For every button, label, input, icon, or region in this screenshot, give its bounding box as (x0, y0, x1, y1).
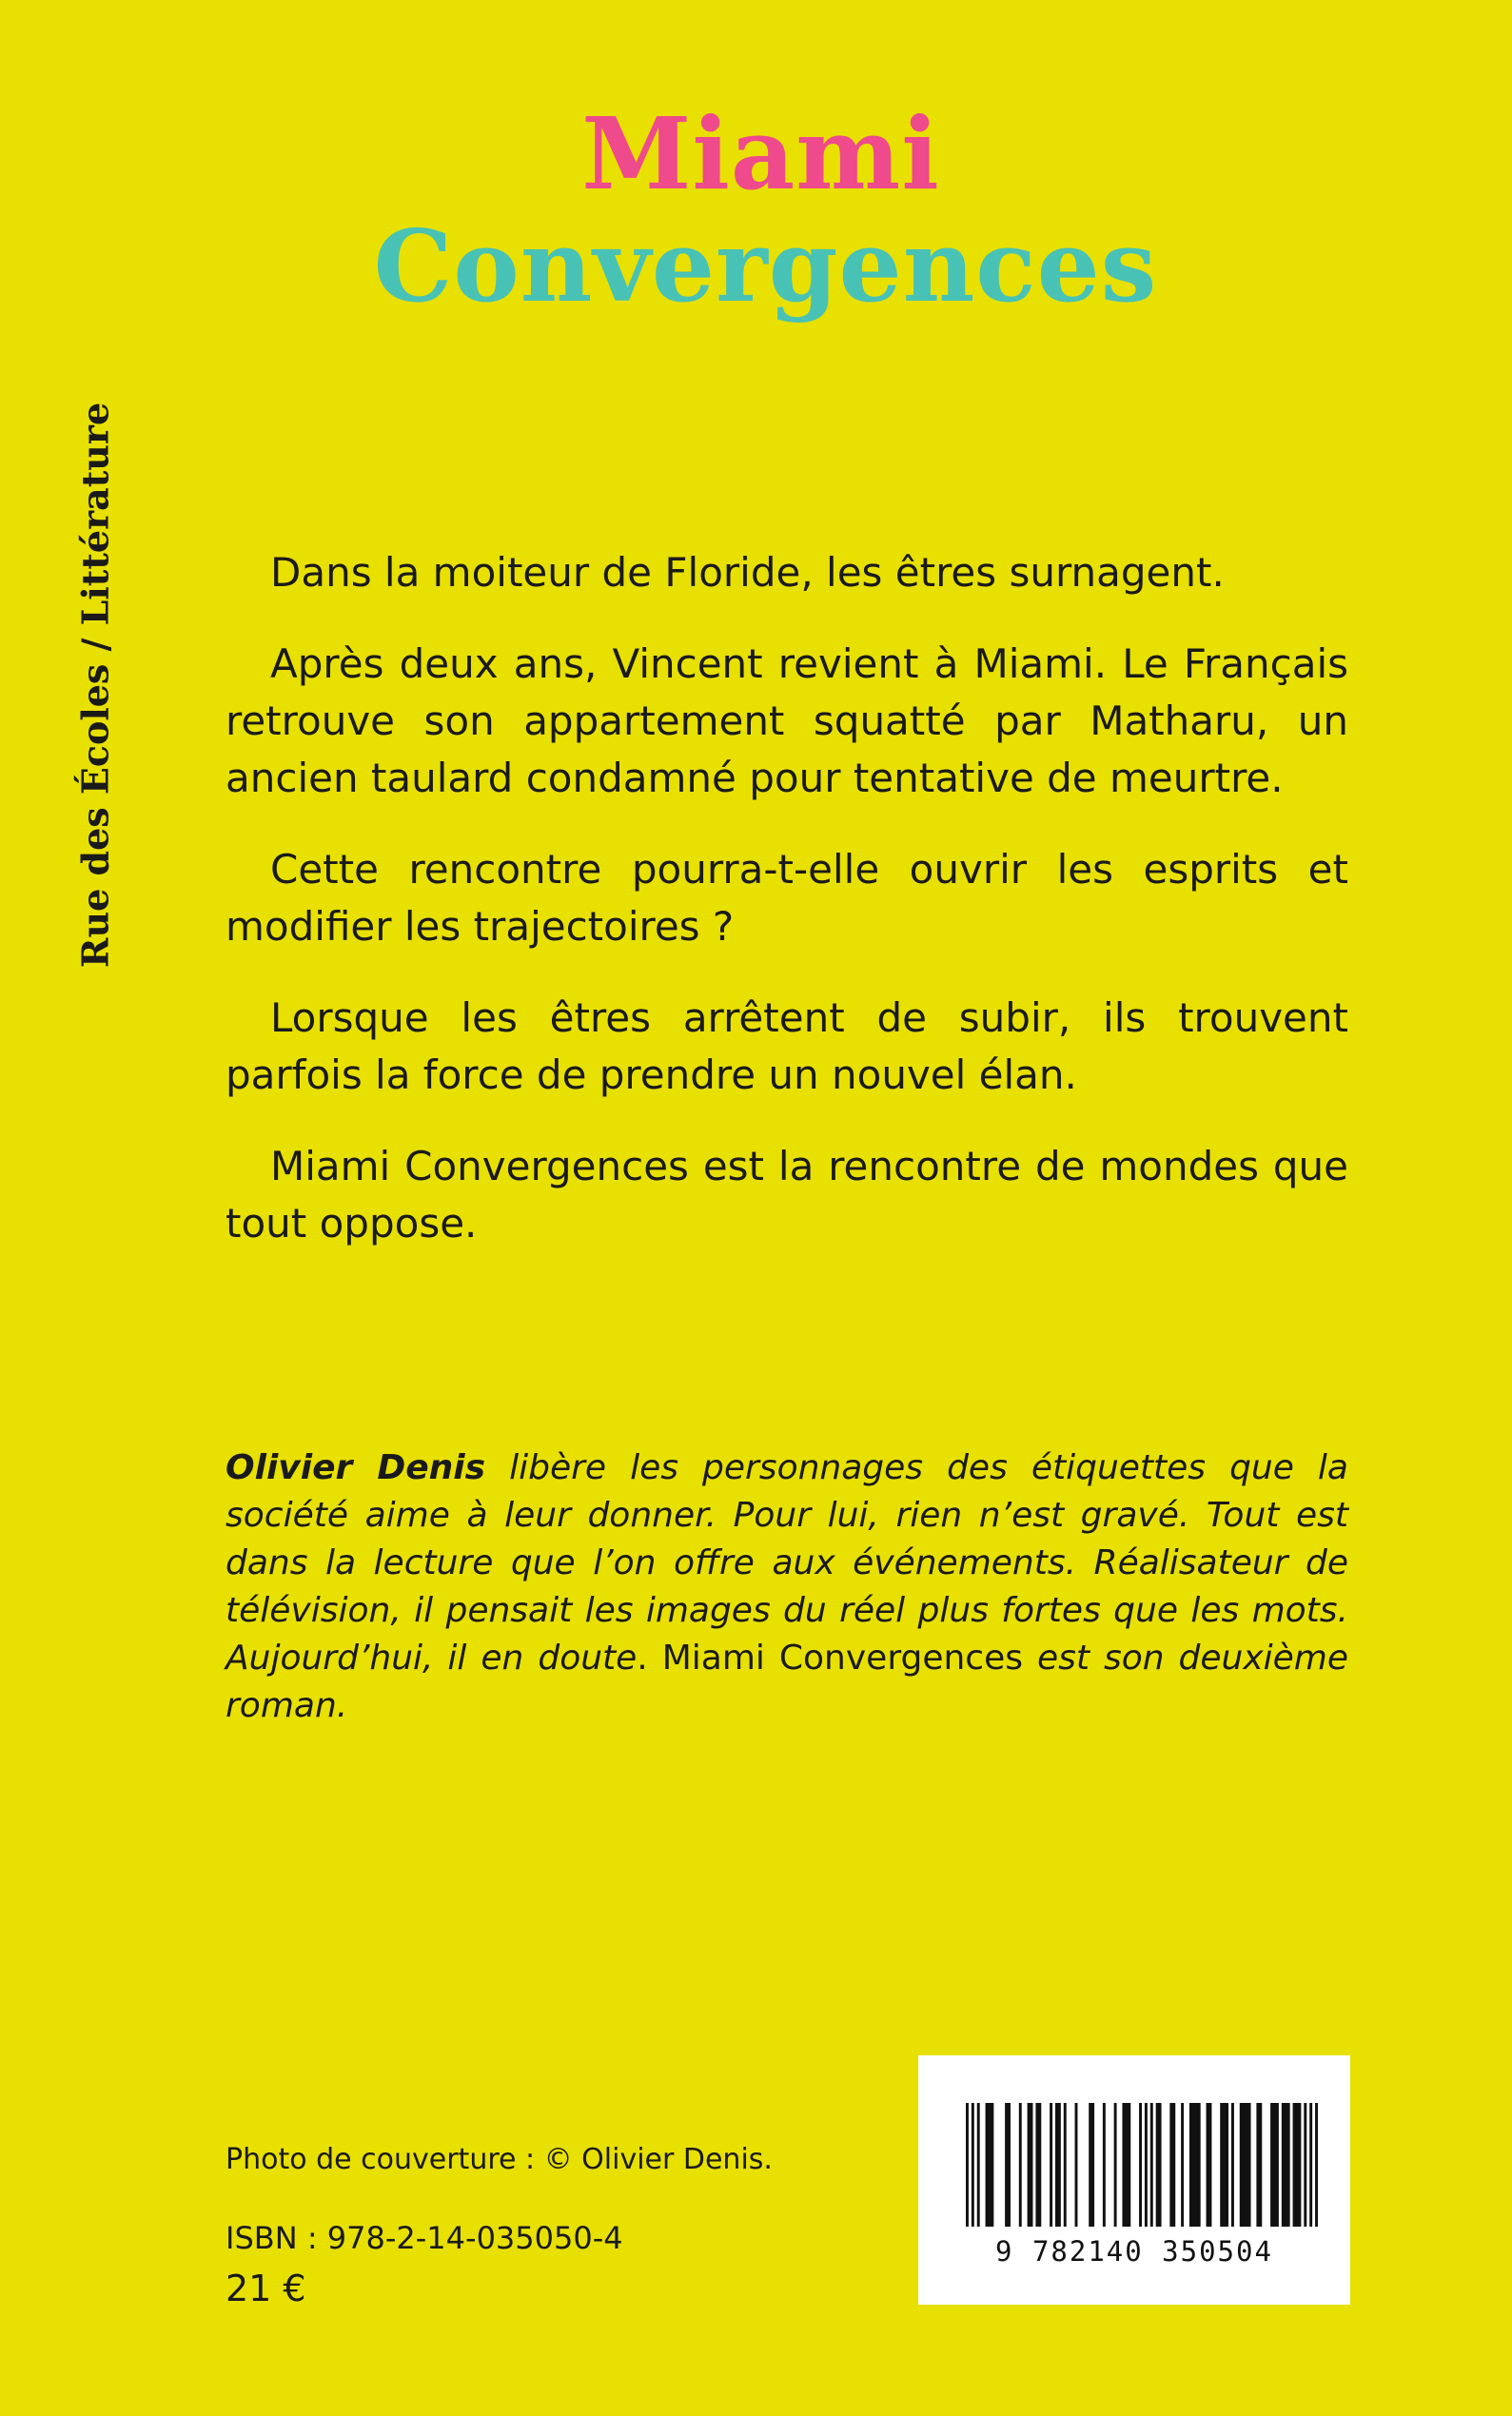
blurb-paragraph: Cette rencontre pourra-t-elle ouvrir les esprits et modifier les trajectoires ? (226, 846, 1348, 950)
barcode-bar (1075, 2103, 1078, 2227)
barcode-bar (1019, 2103, 1022, 2227)
barcode (918, 2055, 1350, 2305)
barcode-digits: 9 782140 350504 (995, 2235, 1273, 2268)
barcode-bar (1304, 2103, 1306, 2227)
author-name: Olivier Denis (226, 1448, 486, 1487)
barcode-bar (1293, 2103, 1302, 2227)
bio-text: . (637, 1639, 662, 1678)
blurb-paragraph: Miami Convergences est la rencontre de mondes que tout oppose. (226, 1143, 1348, 1247)
barcode-bar (1028, 2103, 1033, 2227)
author-bio (226, 1444, 1348, 1730)
barcode-bar (1231, 2103, 1234, 2227)
barcode-bar (1103, 2103, 1106, 2227)
barcode-bars (966, 2103, 1318, 2227)
barcode-bar (1282, 2103, 1290, 2227)
barcode-bar (1256, 2103, 1262, 2227)
barcode-bar (977, 2103, 980, 2227)
barcode-bar (1189, 2103, 1201, 2227)
barcode-bar (1181, 2103, 1184, 2227)
barcode-bar (1055, 2103, 1061, 2227)
barcode-bar (1122, 2103, 1130, 2227)
barcode-bar (1005, 2103, 1011, 2227)
barcode-bar (1050, 2103, 1052, 2227)
barcode-graphic (918, 2055, 1350, 2305)
bio-text: est son deuxième roman. (226, 1639, 1349, 1725)
series-label: Rue des Écoles / Littérature (73, 402, 117, 969)
barcode-bar (966, 2103, 969, 2227)
bio-book-title: Miami Convergences (661, 1639, 1023, 1678)
bio-text: libère les personnages des étiquettes que la société aime à leur donner. Pour lui, rien n’est gravé. Tout est dans la lecture que l’on offre aux événements. Réalisateur de télévision, il pensait les images du réel plus fortes que les mots. Aujourd’hui, il en doute (226, 1448, 1348, 1678)
barcode-bar (972, 2103, 974, 2227)
photo-credit: Photo de couverture : © Olivier Denis. (226, 2143, 773, 2176)
blurb-paragraph: Dans la moiteur de Floride, les êtres surnagent. (270, 549, 1225, 596)
barcode-bar (1089, 2103, 1094, 2227)
price: 21 € (226, 2268, 306, 2309)
barcode-bar (1169, 2103, 1175, 2227)
blurb-paragraph: Après deux ans, Vincent revient à Miami. Le Français retrouve son appartement squatté par Matharu, un ancien taulard condamné pour tentative de meurtre. (226, 640, 1348, 801)
barcode-bar (1114, 2103, 1117, 2227)
barcode-bar (1035, 2103, 1041, 2227)
barcode-bar (1315, 2103, 1318, 2227)
title-line-1: Miami (581, 95, 940, 212)
blurb-paragraph: Lorsque les êtres arrêtent de subir, ils trouvent parfois la force de prendre un nouvel élan. (226, 994, 1348, 1098)
barcode-bar (1064, 2103, 1067, 2227)
barcode-bar (1270, 2103, 1279, 2227)
barcode-bar (1220, 2103, 1228, 2227)
barcode-bar (1156, 2103, 1162, 2227)
blurb (226, 544, 1348, 1287)
barcode-bar (1150, 2103, 1153, 2227)
title-line-2: Convergences (373, 207, 1158, 324)
barcode-bar (1145, 2103, 1148, 2227)
barcode-bar (1207, 2103, 1212, 2227)
barcode-bar (986, 2103, 994, 2227)
barcode-bar (1139, 2103, 1142, 2227)
barcode-bar (1309, 2103, 1312, 2227)
isbn: ISBN : 978-2-14-035050-4 (226, 2220, 623, 2256)
barcode-bar (1240, 2103, 1251, 2227)
